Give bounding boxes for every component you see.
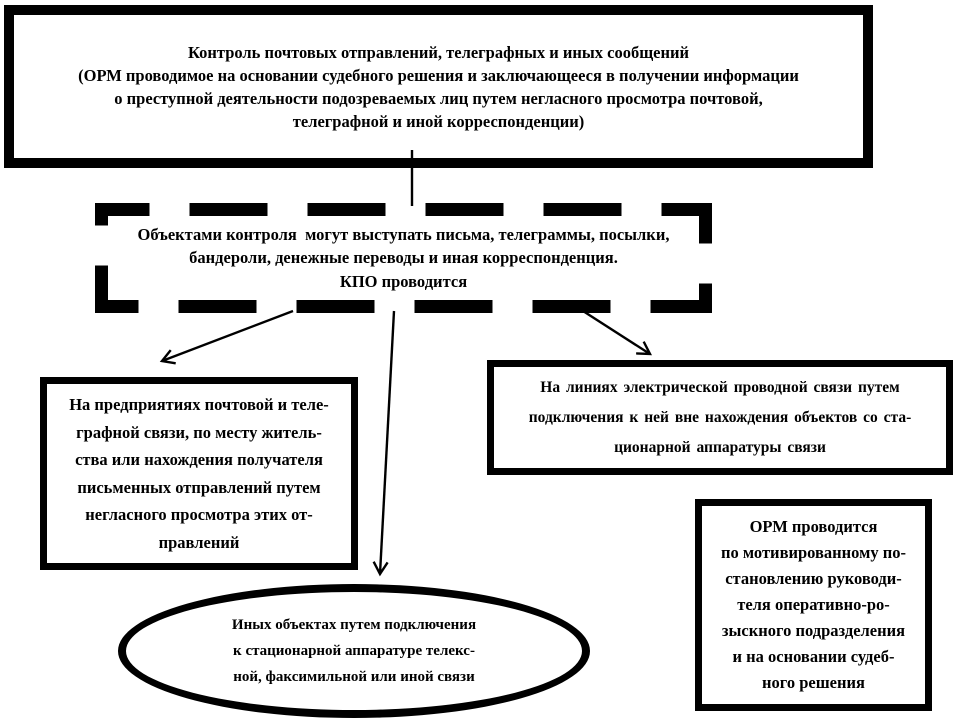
objects-line: бандероли, денежные переводы и иная корреспонденция. [189,248,618,268]
edge-objects-wire [583,311,650,354]
node-telex-ellipse [118,584,590,718]
orm-line: ного решения [762,673,865,692]
objects-line: Объектами контроля могут выступать письма, телеграммы, посылки, [137,224,670,244]
title-line: телеграфной и иной корреспонденции) [292,111,585,131]
objects-line: КПО проводится [339,271,468,291]
postal-line: негласного просмотра этих от- [85,505,313,524]
orm-line: становлению руководи- [725,569,902,588]
edge-objects-telex [380,311,394,574]
orm-line: по мотивированному по- [721,543,906,562]
node-title-box [4,5,873,168]
edge-objects-postal [162,311,293,361]
title-line: о преступной деятельности подозреваемых лиц путем негласного просмотра почтовой, [114,88,763,108]
node-objects-box [95,203,712,313]
node-orm-box [695,499,932,711]
wire-line: ционарной аппаратуры связи [614,438,826,456]
postal-line: На предприятиях почтовой и теле- [69,395,329,414]
telex-line: Иных объектах путем подключения [231,617,477,633]
telex-line: к стационарной аппаратуре телекс- [233,643,475,659]
postal-line: ства или нахождения получателя [75,450,323,469]
node-wire-box [487,360,953,475]
wire-line: подключения к ней вне нахождения объектов со ста- [528,408,912,426]
telex-line: ной, факсимильной или иной связи [233,669,475,685]
postal-line: графной связи, по месту житель- [76,422,322,442]
postal-line: письменных отправлений путем [77,477,321,497]
wire-line: На линиях электрической проводной связи путем [540,378,900,396]
postal-line: правлений [158,532,240,552]
title-line: Контроль почтовых отправлений, телеграфных и иных сообщений [187,42,690,62]
orm-line: ОРМ проводится [749,517,878,536]
node-postal-box [40,377,358,570]
orm-line: и на основании судеб- [732,647,895,666]
orm-line: зыскного подразделения [721,621,906,640]
title-line: (ОРМ проводимое на основании судебного решения и заключающееся в получении информации [78,65,799,85]
orm-line: теля оперативно-ро- [737,595,890,614]
